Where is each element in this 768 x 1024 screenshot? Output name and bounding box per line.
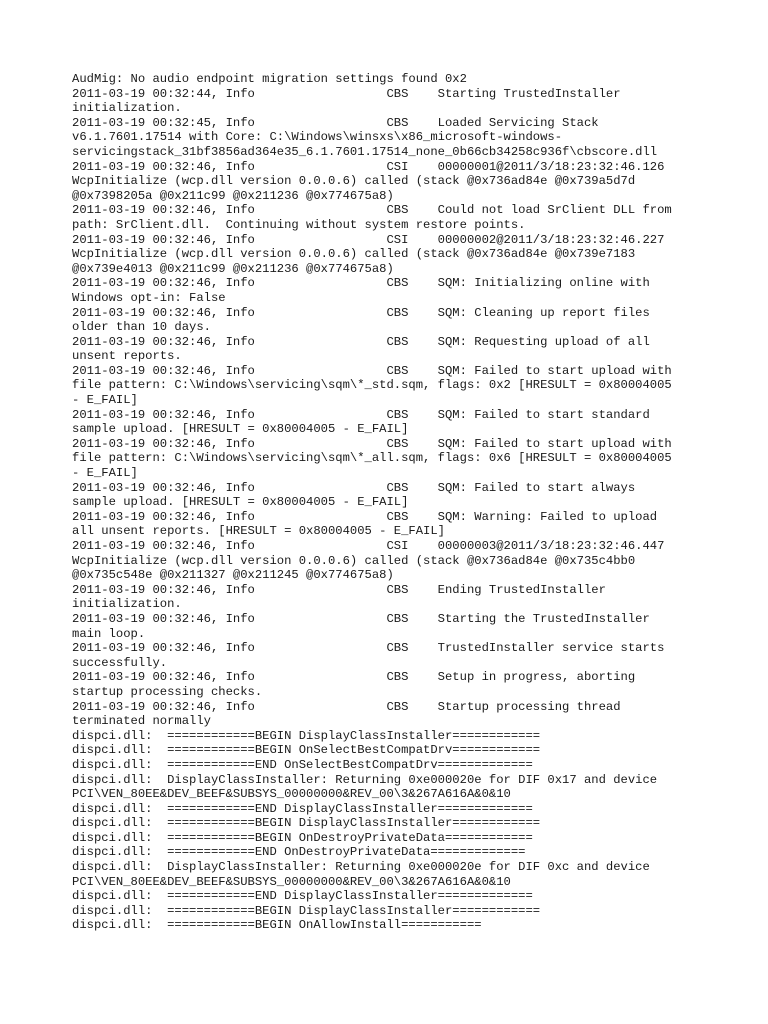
log-line: dispci.dll: DisplayClassInstaller: Returning 0xe000020e for DIF 0x17 and device (72, 772, 658, 787)
log-line: - E_FAIL] (72, 393, 138, 408)
log-line: sample upload. [HRESULT = 0x80004005 - E_FAIL] (72, 422, 409, 437)
log-line: 2011-03-19 00:32:46, Info CBS TrustedInstaller service starts (72, 641, 665, 656)
log-line: dispci.dll: ============BEGIN DisplayClassInstaller============ (72, 816, 541, 831)
log-line: 2011-03-19 00:32:46, Info CBS SQM: Failed to start standard (72, 407, 650, 422)
log-line: dispci.dll: ============END DisplayClassInstaller============= (72, 889, 533, 904)
log-line: dispci.dll: ============END OnSelectBestCompatDrv============= (72, 757, 533, 772)
log-line: all unsent reports. [HRESULT = 0x80004005 - E_FAIL] (72, 524, 445, 539)
log-line: 2011-03-19 00:32:46, Info CSI 00000001@2011/3/18:23:32:46.126 (72, 159, 665, 174)
log-line: dispci.dll: ============BEGIN DisplayClassInstaller============ (72, 728, 541, 743)
log-line: dispci.dll: DisplayClassInstaller: Returning 0xe000020e for DIF 0xc and device (72, 860, 650, 875)
log-line: @0x739e4013 @0x211c99 @0x211236 @0x774675a8) (72, 261, 394, 276)
log-line: dispci.dll: ============END OnDestroyPrivateData============= (72, 845, 526, 860)
log-line: servicingstack_31bf3856ad364e35_6.1.7601.17514_none_0b66cb34258c936f\cbscore.dll (72, 144, 658, 159)
log-line: initialization. (72, 101, 182, 116)
log-line: WcpInitialize (wcp.dll version 0.0.0.6) called (stack @0x736ad84e @0x739e7183 (72, 247, 636, 262)
log-line: AudMig: No audio endpoint migration settings found 0x2 (72, 72, 467, 86)
log-line: PCI\VEN_80EE&DEV_BEEF&SUBSYS_00000000&REV_00\3&267A616A&0&10 (72, 787, 511, 802)
log-line: 2011-03-19 00:32:46, Info CBS Starting the TrustedInstaller (72, 611, 650, 626)
log-line: 2011-03-19 00:32:46, Info CBS Setup in progress, aborting (72, 670, 636, 685)
log-line: dispci.dll: ============BEGIN OnDestroyPrivateData============ (72, 830, 533, 845)
log-document (72, 72, 712, 933)
log-line: WcpInitialize (wcp.dll version 0.0.0.6) called (stack @0x736ad84e @0x735c4bb0 (72, 553, 636, 568)
log-line: main loop. (72, 626, 146, 641)
log-line: 2011-03-19 00:32:45, Info CBS Loaded Servicing Stack (72, 115, 599, 130)
log-line: file pattern: C:\Windows\servicing\sqm\*_std.sqm, flags: 0x2 [HRESULT = 0x80004005 (72, 378, 672, 393)
log-line: path: SrClient.dll. Continuing without system restore points. (72, 217, 526, 232)
log-line: dispci.dll: ============BEGIN DisplayClassInstaller============ (72, 903, 541, 918)
log-line: dispci.dll: ============BEGIN OnSelectBestCompatDrv============ (72, 743, 541, 758)
log-line: 2011-03-19 00:32:46, Info CBS SQM: Failed to start upload with (72, 436, 672, 451)
log-line: v6.1.7601.17514 with Core: C:\Windows\winsxs\x86_microsoft-windows- (72, 130, 563, 145)
log-line: - E_FAIL] (72, 466, 138, 481)
log-line: dispci.dll: ============BEGIN OnAllowInstall=========== (72, 918, 482, 933)
log-line: 2011-03-19 00:32:46, Info CSI 00000002@2011/3/18:23:32:46.227 (72, 232, 665, 247)
log-line: older than 10 days. (72, 320, 211, 335)
log-line: 2011-03-19 00:32:46, Info CBS Ending TrustedInstaller (72, 582, 606, 597)
log-line: initialization. (72, 597, 182, 612)
log-line: 2011-03-19 00:32:46, Info CBS SQM: Warning: Failed to upload (72, 509, 658, 524)
log-line: 2011-03-19 00:32:46, Info CBS SQM: Failed to start upload with (72, 363, 672, 378)
log-line: 2011-03-19 00:32:46, Info CBS SQM: Cleaning up report files (72, 305, 650, 320)
log-line: Windows opt-in: False (72, 290, 226, 305)
log-line: 2011-03-19 00:32:44, Info CBS Starting TrustedInstaller (72, 86, 621, 101)
log-line: unsent reports. (72, 349, 182, 364)
log-line: sample upload. [HRESULT = 0x80004005 - E_FAIL] (72, 495, 409, 510)
log-line: terminated normally (72, 714, 211, 729)
log-line: startup processing checks. (72, 684, 263, 699)
log-line: @0x735c548e @0x211327 @0x211245 @0x774675a8) (72, 568, 394, 583)
log-line: 2011-03-19 00:32:46, Info CSI 00000003@2011/3/18:23:32:46.447 (72, 539, 665, 553)
log-line: WcpInitialize (wcp.dll version 0.0.0.6) called (stack @0x736ad84e @0x739a5d7d (72, 174, 636, 189)
log-line: 2011-03-19 00:32:46, Info CBS Startup processing thread (72, 699, 621, 714)
log-line: file pattern: C:\Windows\servicing\sqm\*_all.sqm, flags: 0x6 [HRESULT = 0x80004005 (72, 451, 672, 466)
log-line: 2011-03-19 00:32:46, Info CBS Could not load SrClient DLL from (72, 203, 672, 218)
log-line: dispci.dll: ============END DisplayClassInstaller============= (72, 801, 533, 816)
log-line: 2011-03-19 00:32:46, Info CBS SQM: Failed to start always (72, 480, 636, 495)
log-line: 2011-03-19 00:32:46, Info CBS SQM: Initializing online with (72, 276, 650, 291)
log-line: PCI\VEN_80EE&DEV_BEEF&SUBSYS_00000000&REV_00\3&267A616A&0&10 (72, 874, 511, 889)
log-line: successfully. (72, 655, 168, 670)
log-line: 2011-03-19 00:32:46, Info CBS SQM: Requesting upload of all (72, 334, 650, 349)
log-line: @0x7398205a @0x211c99 @0x211236 @0x774675a8) (72, 188, 394, 203)
